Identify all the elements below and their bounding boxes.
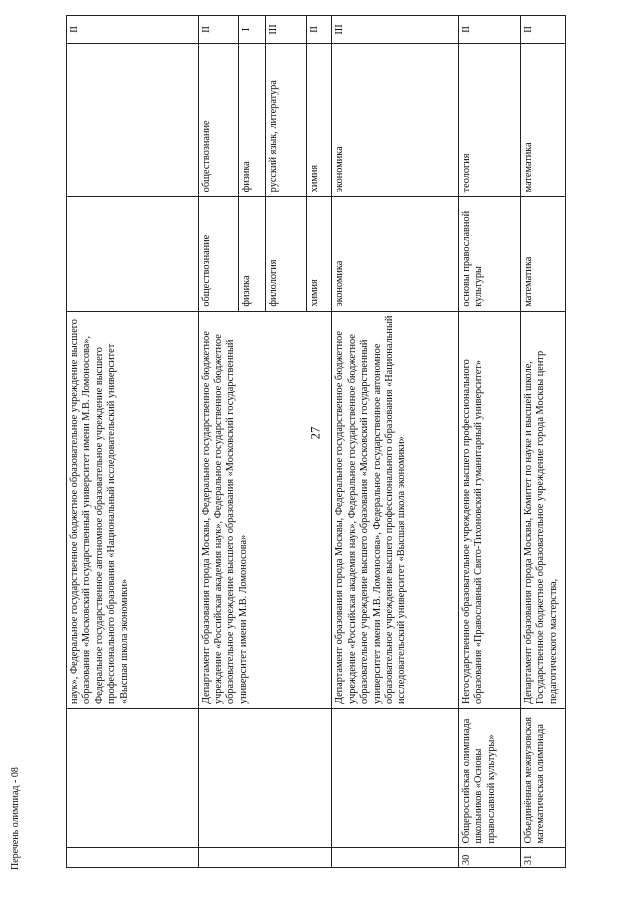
level-cell: II xyxy=(198,16,239,44)
row-number-cell: 30 xyxy=(458,848,520,868)
page-number: 27 xyxy=(307,426,323,440)
organizer-cell: Департамент образования города Москвы, Федеральное государственное бюджетное учреждение «Российская академия наук», Федеральное государственное бюджетное образовательное учреждение высшего образования «Московский государственный университет имени М.В. Ломоносова» xyxy=(198,311,332,708)
row-number-cell: 31 xyxy=(520,848,565,868)
level-cell: III xyxy=(266,16,307,44)
level-cell: II xyxy=(306,16,332,44)
olympiad-name-cell: Общероссийская олимпиада школьников «Основы православной культуры» xyxy=(458,709,520,848)
level-cell: I xyxy=(239,16,266,44)
level-cell: II xyxy=(458,16,520,44)
olympiad-name-cell xyxy=(67,709,199,848)
olympiad-table xyxy=(66,15,566,868)
organizer-cell: Департамент образования города Москвы, Федеральное государственное бюджетное учреждение «Российская академия наук», Федеральное государственное бюджетное образовательное учреждение высшего образования «Московский государственный университет имени М.В. Ломоносова», Федеральное государственное автономное образовательное учреждение высшего профессионального образования «Национальный исследовательский университет «Высшая школа экономики» xyxy=(332,311,458,708)
level-cell: II xyxy=(520,16,565,44)
level-cell: II xyxy=(67,16,199,44)
level-cell: III xyxy=(332,16,458,44)
subject-cell: физика xyxy=(239,43,266,196)
subject-cell: химия xyxy=(306,43,332,196)
profile-cell: математика xyxy=(520,197,565,311)
table-row xyxy=(198,16,239,868)
profile-cell: физика xyxy=(239,197,266,311)
footer-note: Перечень олимпиад - 08 xyxy=(10,767,21,870)
table-row xyxy=(67,16,199,868)
subject-cell: русский язык, литература xyxy=(266,43,307,196)
profile-cell: филология xyxy=(266,197,307,311)
profile-cell: обществознание xyxy=(198,197,239,311)
subject-cell: экономика xyxy=(332,43,458,196)
subject-cell xyxy=(67,43,199,196)
olympiad-name-cell xyxy=(198,709,332,848)
olympiad-name-cell xyxy=(332,709,458,848)
profile-cell: химия xyxy=(306,197,332,311)
olympiad-table-body xyxy=(67,16,566,868)
table-row xyxy=(332,16,458,868)
row-number-cell xyxy=(198,848,332,868)
organizer-cell: Департамент образования города Москвы, Комитет по науке и высшей школе, Государственное бюджетное образовательное учреждение города Москвы центр педагогического мастерства, xyxy=(520,311,565,708)
profile-cell xyxy=(67,197,199,311)
table-row xyxy=(458,16,520,868)
olympiad-table-container xyxy=(66,15,566,868)
profile-cell: основы православной культуры xyxy=(458,197,520,311)
subject-cell: математика xyxy=(520,43,565,196)
profile-cell: экономика xyxy=(332,197,458,311)
row-number-cell xyxy=(67,848,199,868)
table-row xyxy=(520,16,565,868)
olympiad-name-cell: Объединённая межвузовская математическая олимпиада xyxy=(520,709,565,848)
organizer-cell: Негосударственное образовательное учреждение высшего профессионального образования «Православный Свято-Тихоновский гуманитарный университет» xyxy=(458,311,520,708)
row-number-cell xyxy=(332,848,458,868)
subject-cell: теология xyxy=(458,43,520,196)
subject-cell: обществознание xyxy=(198,43,239,196)
organizer-cell: наук», Федеральное государственное бюджетное образовательное учреждение высшего образования «Московский государственный университет имени М.В. Ломоносова», Федеральное государственное автономное образовательное учреждение высшего профессионального образования «Национальный исследовательский университет «Высшая школа экономики» xyxy=(67,311,199,708)
